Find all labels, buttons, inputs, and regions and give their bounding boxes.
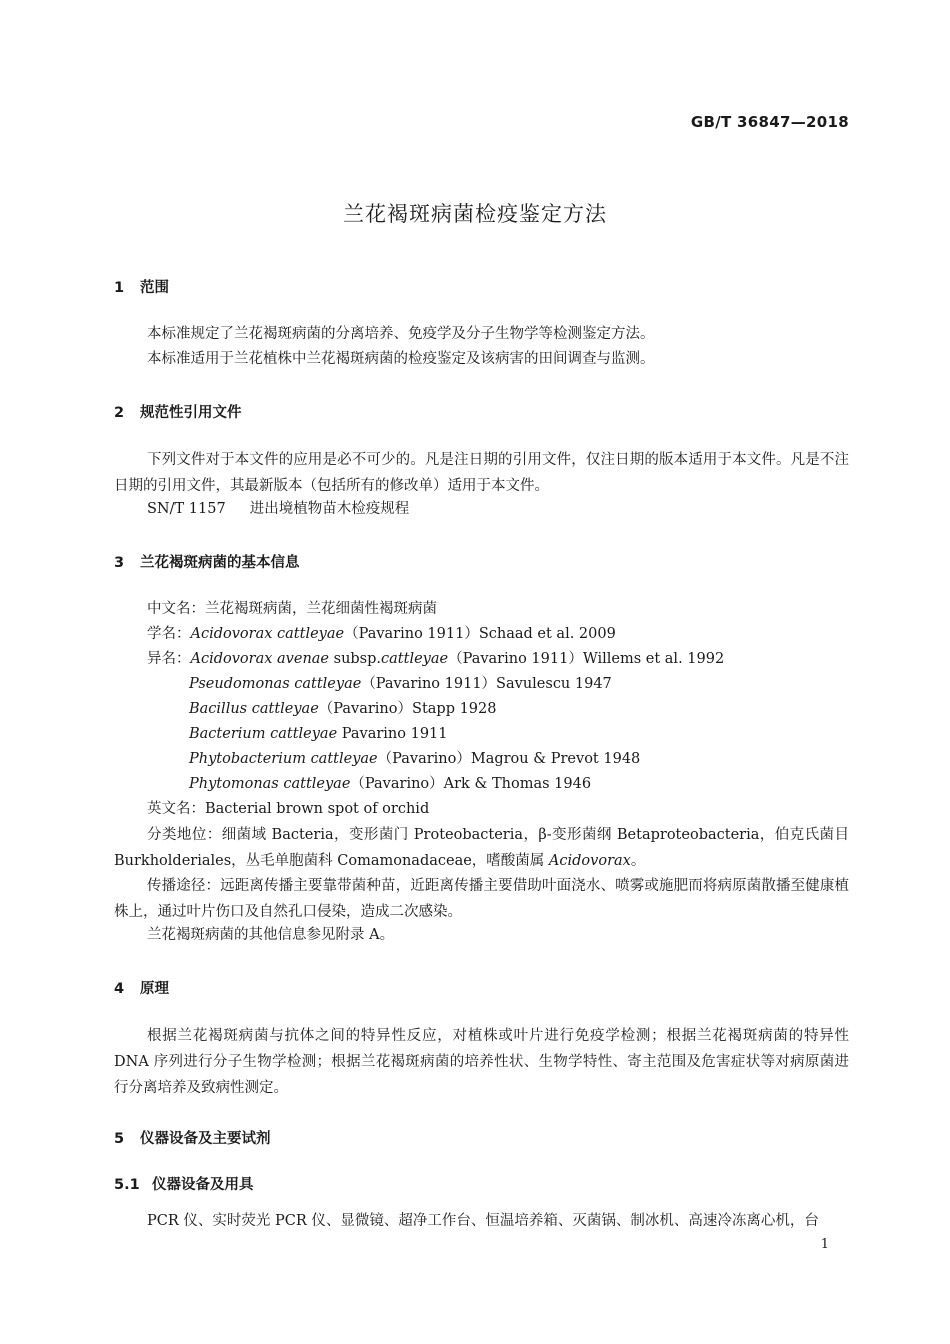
section-title: 原理 — [140, 981, 169, 997]
section-number: 1 — [114, 280, 125, 296]
reference-item — [147, 497, 409, 522]
synonym-italic: Phytobacterium cattleyae — [189, 751, 378, 767]
genus-italic: Acidovorax — [548, 853, 631, 869]
equipment-paragraph: PCR 仪、实时荧光 PCR 仪、显微镜、超净工作台、恒温培养箱、灭菌锅、制冰机、高速冷冻离心机，台 — [147, 1213, 819, 1229]
scientific-name — [147, 622, 616, 647]
section-number: 5 — [114, 1131, 125, 1147]
chinese-name: 中文名：兰花褐斑病菌，兰花细菌性褐斑病菌 — [147, 601, 437, 617]
section-title: 范围 — [140, 280, 169, 296]
section-title: 仪器设备及主要试剂 — [140, 1131, 271, 1147]
subsection-title: 仪器设备及用具 — [152, 1177, 254, 1193]
synonym-3 — [189, 697, 496, 722]
synonym-2 — [189, 672, 612, 697]
section-4-heading — [114, 977, 169, 998]
document-title: 兰花褐斑病菌检疫鉴定方法 — [343, 202, 607, 226]
synonym-authority: （Pavarino 1911）Savulescu 1947 — [361, 676, 612, 692]
taxonomy-end: 。 — [630, 853, 646, 869]
synonym-italic: Bacillus cattleyae — [189, 701, 319, 717]
reference-title: 进出境植物苗木检疫规程 — [249, 501, 410, 517]
synonym-authority: （Pavarino）Stapp 1928 — [318, 701, 497, 717]
synonym-1 — [147, 647, 724, 672]
section-1-heading — [114, 276, 169, 297]
synonym-italic: cattleyae — [381, 651, 449, 667]
section-2-heading — [114, 401, 242, 422]
principle-paragraph: 根据兰花褐斑病菌与抗体之间的特异性反应，对植株或叶片进行免疫学检测；根据兰花褐斑病菌的特异性 DNA 序列进行分子生物学检测；根据兰花褐斑病菌的培养性状、生物学特性、寄主范围及危害症状等对病原菌进行分离培养及致病性测定。 — [114, 1028, 849, 1096]
section-title: 兰花褐斑病菌的基本信息 — [140, 555, 300, 571]
section-number: 3 — [114, 555, 125, 571]
synonym-authority: （Pavarino）Ark & Thomas 1946 — [350, 776, 592, 792]
page-number: 1 — [820, 1237, 829, 1252]
synonym-label: 异名： — [147, 651, 191, 667]
reference-code: SN/T 1157 — [147, 501, 226, 517]
section-3-heading — [114, 551, 300, 572]
scientific-name-italic: Acidovorax cattleyae — [190, 626, 345, 642]
synonym-italic: Phytomonas cattleyae — [189, 776, 351, 792]
synonym-italic: Acidovorax avenae — [190, 651, 330, 667]
synonym-6 — [189, 772, 591, 797]
synonym-authority: Pavarino 1911 — [341, 726, 448, 742]
subsection-number: 5.1 — [114, 1177, 140, 1193]
synonym-5 — [189, 747, 640, 772]
section-number: 4 — [114, 981, 125, 997]
scientific-name-authority: （Pavarino 1911）Schaad et al. 2009 — [344, 626, 616, 642]
transmission-route: 传播途径：远距离传播主要靠带菌种苗，近距离传播主要借助叶面浇水、喷雾或施肥而将病原菌散播至健康植株上，通过叶片伤口及自然孔口侵染，造成二次感染。 — [114, 878, 849, 920]
synonym-4 — [189, 722, 448, 747]
section-title: 规范性引用文件 — [140, 405, 242, 421]
appendix-reference: 兰花褐斑病菌的其他信息参见附录 A。 — [147, 927, 395, 943]
synonym-italic: Pseudomonas cattleyae — [189, 676, 362, 692]
normative-references-paragraph: 下列文件对于本文件的应用是必不可少的。凡是注日期的引用文件，仅注日期的版本适用于本文件。凡是不注日期的引用文件，其最新版本（包括所有的修改单）适用于本文件。 — [114, 452, 849, 494]
standard-number: GB/T 36847—2018 — [690, 113, 849, 131]
scope-paragraph-1: 本标准规定了兰花褐斑病菌的分离培养、免疫学及分子生物学等检测鉴定方法。 — [147, 326, 655, 342]
synonym-authority: （Pavarino）Magrou & Prevot 1948 — [377, 751, 641, 767]
synonym-authority: （Pavarino 1911）Willems et al. 1992 — [448, 651, 725, 667]
section-5-heading — [114, 1127, 271, 1148]
subsection-5-1-heading — [114, 1173, 254, 1194]
taxonomic-position — [114, 822, 849, 874]
scientific-name-label: 学名： — [147, 626, 191, 642]
synonym-subsp: subsp. — [333, 651, 382, 667]
section-number: 2 — [114, 405, 125, 421]
scope-paragraph-2: 本标准适用于兰花植株中兰花褐斑病菌的检疫鉴定及该病害的田间调查与监测。 — [147, 351, 655, 367]
taxonomy-text: 分类地位：细菌域 Bacteria，变形菌门 Proteobacteria，β-变形菌纲 Betaproteobacteria，伯克氏菌目 Burkholderiales，丛毛单胞菌科 Comamonadaceae，嗜酸菌属 — [114, 827, 849, 869]
english-name: 英文名：Bacterial brown spot of orchid — [147, 801, 430, 817]
synonym-italic: Bacterium cattleyae — [189, 726, 338, 742]
